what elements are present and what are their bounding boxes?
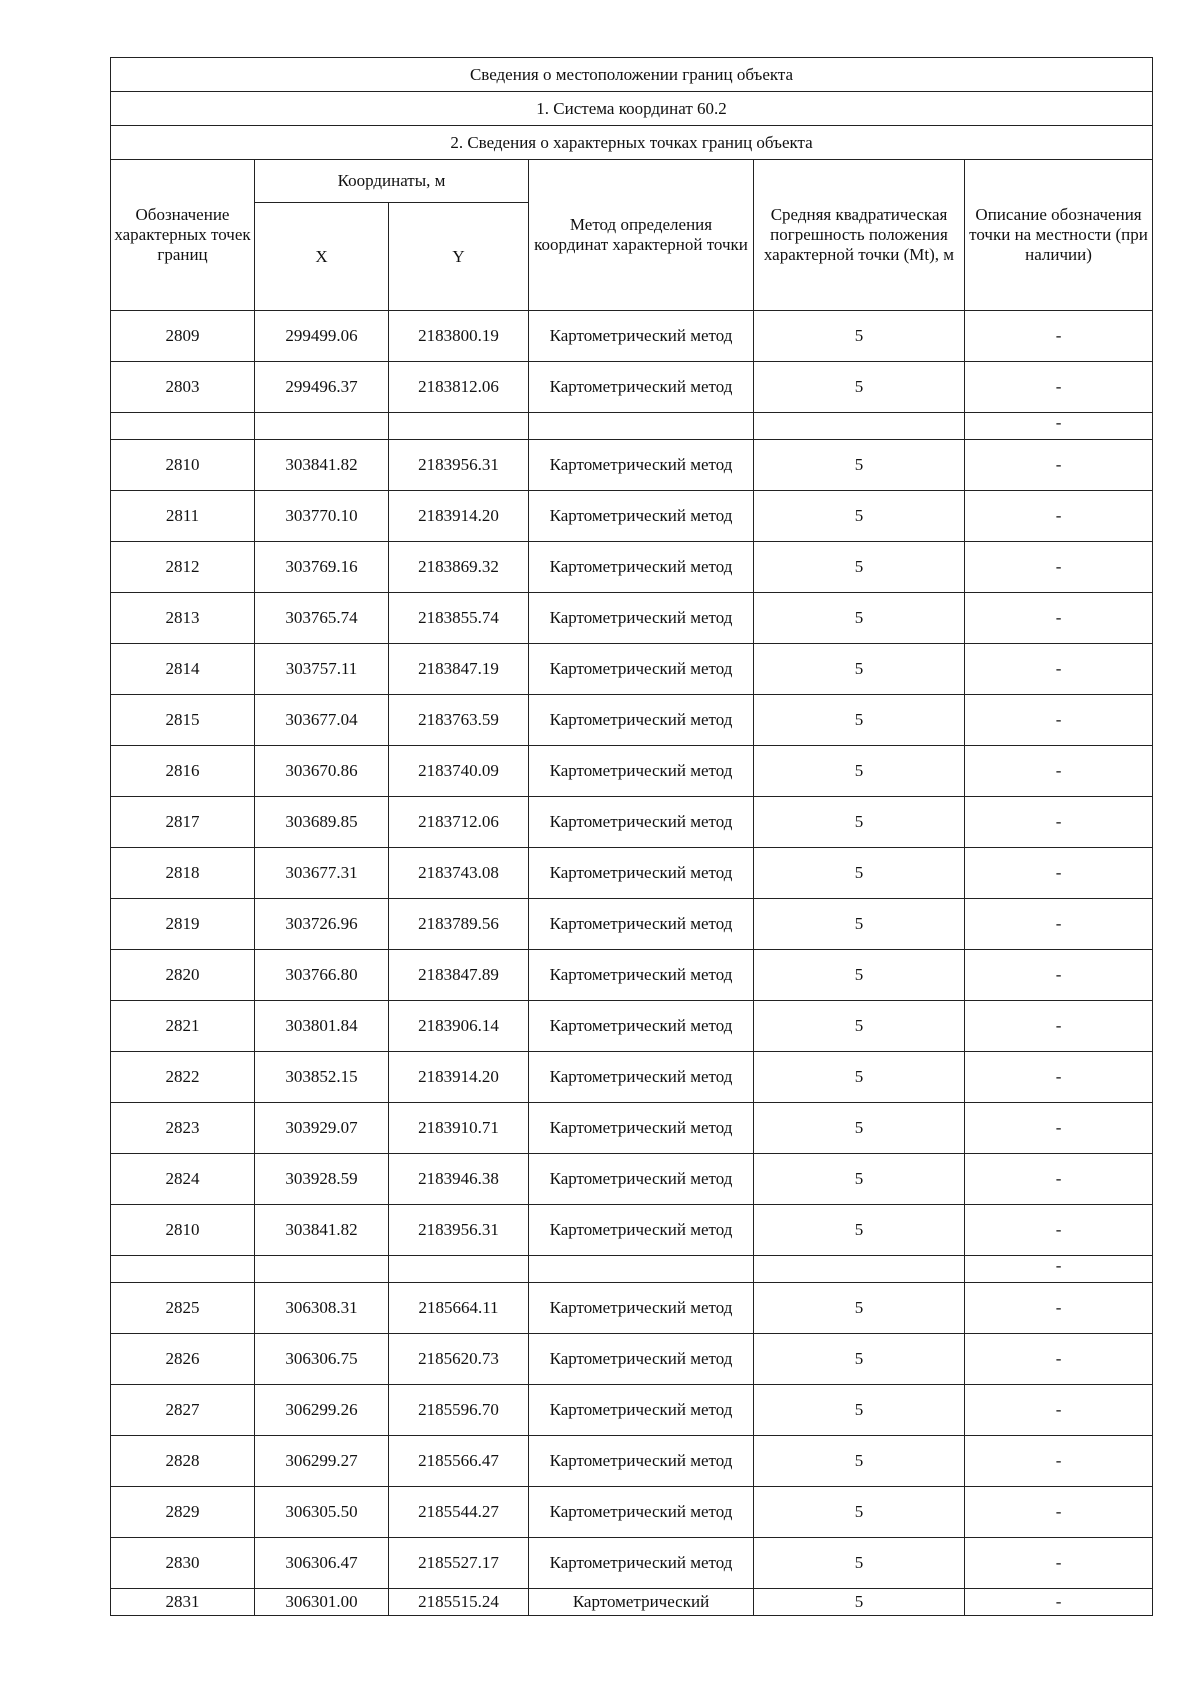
cell-y: 2185527.17	[389, 1538, 529, 1589]
cell-mt: 5	[754, 746, 965, 797]
cell-point-id: 2831	[111, 1589, 255, 1616]
cell-mt	[754, 1256, 965, 1283]
cell-mt: 5	[754, 695, 965, 746]
cell-y	[389, 1256, 529, 1283]
cell-x: 303726.96	[255, 899, 389, 950]
cell-point-id: 2809	[111, 311, 255, 362]
cell-mt: 5	[754, 440, 965, 491]
cell-point-id: 2823	[111, 1103, 255, 1154]
table-row	[111, 1154, 1153, 1205]
cell-method	[529, 1256, 754, 1283]
cell-x: 306306.75	[255, 1334, 389, 1385]
cell-y: 2183956.31	[389, 1205, 529, 1256]
cell-x: 303677.04	[255, 695, 389, 746]
col-error: Средняя квадратическая погрешность положения характерной точки (Mt), м	[754, 160, 965, 311]
cell-x: 303841.82	[255, 1205, 389, 1256]
cell-x: 306305.50	[255, 1487, 389, 1538]
table-row	[111, 950, 1153, 1001]
cell-description: -	[965, 644, 1153, 695]
cell-x: 303677.31	[255, 848, 389, 899]
cell-mt: 5	[754, 1436, 965, 1487]
cell-y: 2185664.11	[389, 1283, 529, 1334]
cell-y: 2183712.06	[389, 797, 529, 848]
cell-description: -	[965, 491, 1153, 542]
cell-y: 2183800.19	[389, 311, 529, 362]
cell-method: Картометрический метод	[529, 746, 754, 797]
cell-y: 2183763.59	[389, 695, 529, 746]
cell-mt	[754, 413, 965, 440]
points-section-title: 2. Сведения о характерных точках границ объекта	[111, 126, 1153, 160]
cell-point-id: 2803	[111, 362, 255, 413]
table-row	[111, 1385, 1153, 1436]
cell-description: -	[965, 1001, 1153, 1052]
cell-x: 303928.59	[255, 1154, 389, 1205]
table-row	[111, 1256, 1153, 1283]
cell-y: 2185620.73	[389, 1334, 529, 1385]
cell-x: 303841.82	[255, 440, 389, 491]
table-row	[111, 1538, 1153, 1589]
cell-x: 303852.15	[255, 1052, 389, 1103]
cell-y: 2183812.06	[389, 362, 529, 413]
cell-point-id	[111, 1256, 255, 1283]
cell-x: 303929.07	[255, 1103, 389, 1154]
table-row	[111, 746, 1153, 797]
cell-y: 2183906.14	[389, 1001, 529, 1052]
cell-x: 303757.11	[255, 644, 389, 695]
cell-description: -	[965, 950, 1153, 1001]
cell-mt: 5	[754, 542, 965, 593]
cell-description: -	[965, 746, 1153, 797]
cell-method: Картометрический метод	[529, 1103, 754, 1154]
cell-point-id: 2812	[111, 542, 255, 593]
col-method: Метод определения координат характерной точки	[529, 160, 754, 311]
cell-y: 2183743.08	[389, 848, 529, 899]
boundary-points-table	[110, 57, 1153, 1616]
cell-y: 2185544.27	[389, 1487, 529, 1538]
cell-point-id: 2814	[111, 644, 255, 695]
cell-method: Картометрический метод	[529, 848, 754, 899]
cell-description: -	[965, 1154, 1153, 1205]
table-row	[111, 644, 1153, 695]
cell-point-id: 2828	[111, 1436, 255, 1487]
cell-mt: 5	[754, 950, 965, 1001]
cell-method: Картометрический метод	[529, 1154, 754, 1205]
cell-method: Картометрический метод	[529, 899, 754, 950]
cell-method: Картометрический метод	[529, 1487, 754, 1538]
cell-point-id: 2827	[111, 1385, 255, 1436]
cell-description: -	[965, 542, 1153, 593]
cell-mt: 5	[754, 1487, 965, 1538]
cell-point-id: 2820	[111, 950, 255, 1001]
table-row	[111, 1103, 1153, 1154]
cell-x: 306308.31	[255, 1283, 389, 1334]
cell-description: -	[965, 797, 1153, 848]
cell-mt: 5	[754, 1589, 965, 1616]
cell-y: 2183740.09	[389, 746, 529, 797]
cell-method: Картометрический метод	[529, 1436, 754, 1487]
table-row	[111, 593, 1153, 644]
cell-method: Картометрический метод	[529, 491, 754, 542]
table-title: Сведения о местоположении границ объекта	[111, 58, 1153, 92]
table-row	[111, 695, 1153, 746]
cell-point-id: 2826	[111, 1334, 255, 1385]
cell-description: -	[965, 1334, 1153, 1385]
coordinate-system: 1. Система координат 60.2	[111, 92, 1153, 126]
cell-x: 303770.10	[255, 491, 389, 542]
cell-description: -	[965, 695, 1153, 746]
cell-point-id: 2810	[111, 440, 255, 491]
col-y: Y	[389, 203, 529, 311]
cell-point-id: 2819	[111, 899, 255, 950]
cell-y: 2185566.47	[389, 1436, 529, 1487]
cell-x: 303765.74	[255, 593, 389, 644]
cell-description: -	[965, 1205, 1153, 1256]
cell-y: 2183946.38	[389, 1154, 529, 1205]
table-row	[111, 413, 1153, 440]
cell-x: 306299.27	[255, 1436, 389, 1487]
cell-y	[389, 413, 529, 440]
cell-point-id: 2830	[111, 1538, 255, 1589]
cell-method: Картометрический метод	[529, 440, 754, 491]
cell-y: 2183956.31	[389, 440, 529, 491]
cell-mt: 5	[754, 1103, 965, 1154]
cell-description: -	[965, 1385, 1153, 1436]
table-row	[111, 1436, 1153, 1487]
cell-y: 2183869.32	[389, 542, 529, 593]
cell-mt: 5	[754, 593, 965, 644]
cell-y: 2183910.71	[389, 1103, 529, 1154]
table-row	[111, 848, 1153, 899]
cell-x: 306301.00	[255, 1589, 389, 1616]
table-row	[111, 797, 1153, 848]
cell-mt: 5	[754, 644, 965, 695]
cell-mt: 5	[754, 491, 965, 542]
cell-description: -	[965, 1103, 1153, 1154]
cell-point-id: 2817	[111, 797, 255, 848]
cell-y: 2183847.19	[389, 644, 529, 695]
cell-method: Картометрический метод	[529, 593, 754, 644]
col-x: X	[255, 203, 389, 311]
table-row	[111, 1589, 1153, 1616]
cell-method	[529, 413, 754, 440]
cell-mt: 5	[754, 848, 965, 899]
cell-y: 2183847.89	[389, 950, 529, 1001]
cell-x: 306306.47	[255, 1538, 389, 1589]
cell-point-id: 2811	[111, 491, 255, 542]
cell-mt: 5	[754, 1001, 965, 1052]
cell-method: Картометрический метод	[529, 1538, 754, 1589]
cell-description: -	[965, 1052, 1153, 1103]
table-row	[111, 542, 1153, 593]
cell-point-id: 2821	[111, 1001, 255, 1052]
cell-y: 2183914.20	[389, 491, 529, 542]
cell-point-id: 2813	[111, 593, 255, 644]
cell-y: 2183789.56	[389, 899, 529, 950]
cell-mt: 5	[754, 797, 965, 848]
cell-x: 299499.06	[255, 311, 389, 362]
cell-point-id: 2824	[111, 1154, 255, 1205]
table-row	[111, 899, 1153, 950]
table-row	[111, 362, 1153, 413]
table-row	[111, 440, 1153, 491]
cell-y: 2185596.70	[389, 1385, 529, 1436]
cell-x	[255, 413, 389, 440]
cell-point-id: 2825	[111, 1283, 255, 1334]
cell-point-id: 2822	[111, 1052, 255, 1103]
cell-mt: 5	[754, 362, 965, 413]
cell-method: Картометрический метод	[529, 1334, 754, 1385]
cell-method: Картометрический метод	[529, 362, 754, 413]
cell-point-id: 2829	[111, 1487, 255, 1538]
cell-method: Картометрический	[529, 1589, 754, 1616]
cell-mt: 5	[754, 1052, 965, 1103]
cell-point-id: 2810	[111, 1205, 255, 1256]
cell-point-id: 2815	[111, 695, 255, 746]
cell-description: -	[965, 1436, 1153, 1487]
cell-description: -	[965, 899, 1153, 950]
cell-description: -	[965, 413, 1153, 440]
cell-mt: 5	[754, 1385, 965, 1436]
cell-description: -	[965, 848, 1153, 899]
cell-description: -	[965, 1487, 1153, 1538]
cell-mt: 5	[754, 1205, 965, 1256]
cell-description: -	[965, 1589, 1153, 1616]
table-row	[111, 1283, 1153, 1334]
cell-mt: 5	[754, 1154, 965, 1205]
cell-mt: 5	[754, 899, 965, 950]
cell-mt: 5	[754, 1538, 965, 1589]
cell-description: -	[965, 440, 1153, 491]
cell-description: -	[965, 1283, 1153, 1334]
cell-description: -	[965, 362, 1153, 413]
cell-method: Картометрический метод	[529, 1385, 754, 1436]
cell-x: 303670.86	[255, 746, 389, 797]
cell-x: 299496.37	[255, 362, 389, 413]
cell-x: 306299.26	[255, 1385, 389, 1436]
cell-point-id: 2818	[111, 848, 255, 899]
cell-x: 303801.84	[255, 1001, 389, 1052]
cell-y: 2185515.24	[389, 1589, 529, 1616]
cell-method: Картометрический метод	[529, 1001, 754, 1052]
cell-point-id: 2816	[111, 746, 255, 797]
col-description: Описание обозначения точки на местности (при наличии)	[965, 160, 1153, 311]
table-row	[111, 491, 1153, 542]
cell-description: -	[965, 311, 1153, 362]
cell-method: Картометрический метод	[529, 695, 754, 746]
cell-description: -	[965, 1538, 1153, 1589]
cell-method: Картометрический метод	[529, 1052, 754, 1103]
table-row	[111, 1052, 1153, 1103]
col-coords: Координаты, м	[255, 160, 529, 203]
cell-y: 2183914.20	[389, 1052, 529, 1103]
cell-x: 303766.80	[255, 950, 389, 1001]
cell-method: Картометрический метод	[529, 644, 754, 695]
cell-description: -	[965, 593, 1153, 644]
table-row	[111, 1334, 1153, 1385]
cell-method: Картометрический метод	[529, 950, 754, 1001]
cell-method: Картометрический метод	[529, 1283, 754, 1334]
cell-method: Картометрический метод	[529, 311, 754, 362]
cell-mt: 5	[754, 311, 965, 362]
cell-x	[255, 1256, 389, 1283]
cell-method: Картометрический метод	[529, 1205, 754, 1256]
cell-description: -	[965, 1256, 1153, 1283]
cell-mt: 5	[754, 1334, 965, 1385]
cell-x: 303689.85	[255, 797, 389, 848]
table-row	[111, 311, 1153, 362]
table-row	[111, 1001, 1153, 1052]
cell-y: 2183855.74	[389, 593, 529, 644]
table-row	[111, 1487, 1153, 1538]
cell-x: 303769.16	[255, 542, 389, 593]
cell-point-id	[111, 413, 255, 440]
cell-method: Картометрический метод	[529, 542, 754, 593]
col-designation: Обозначение характерных точек границ	[111, 160, 255, 311]
table-row	[111, 1205, 1153, 1256]
cell-mt: 5	[754, 1283, 965, 1334]
cell-method: Картометрический метод	[529, 797, 754, 848]
